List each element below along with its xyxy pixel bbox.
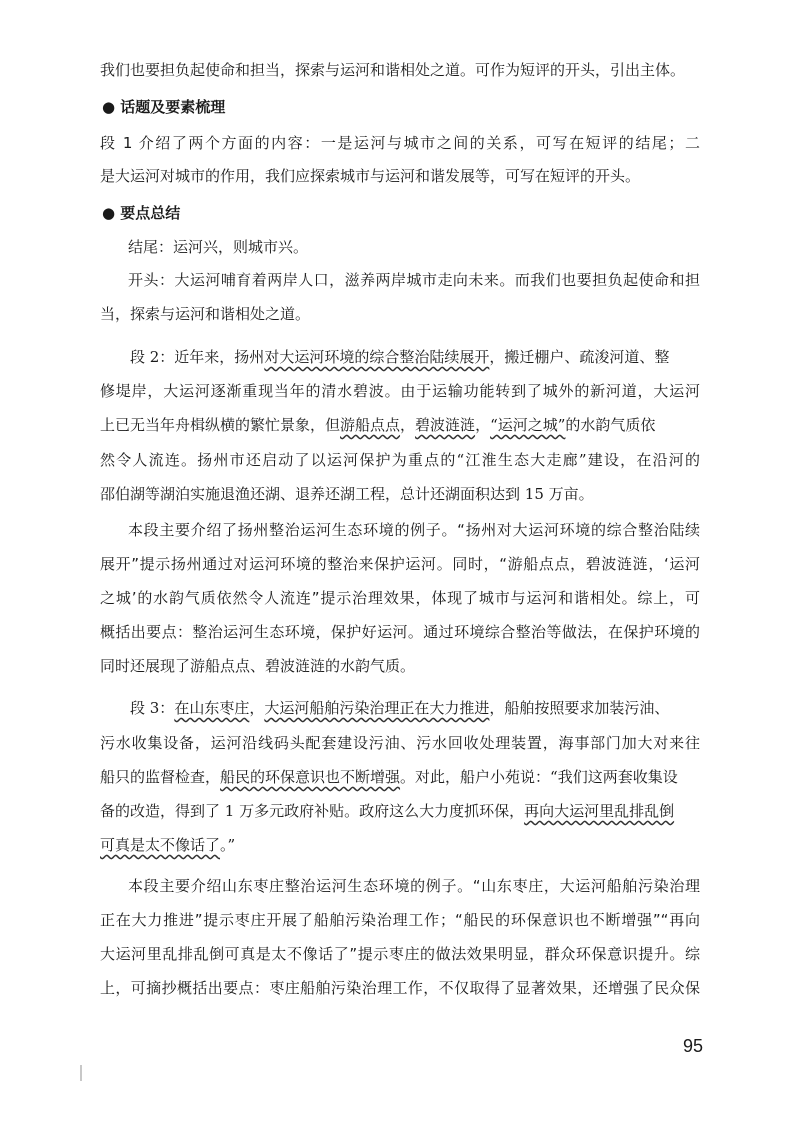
p2-text: 上已无当年舟楫纵横的繁忙景象，但	[100, 416, 341, 434]
intro-line: 我们也要担负起使命和担当，探索与运河和谐相处之道。可作为短评的开头，引出主体。	[100, 61, 686, 79]
a2-line2: 展开”提示扬州通过对运河环境的整治来保护运河。同时，“游船点点，碧波涟涟，‘运河	[100, 555, 700, 573]
p3-text: 。”	[220, 836, 236, 854]
p2-line5: 邵伯湖等湖泊实施退渔还湖、退养还湖工程，总计还湖面积达到 15 万亩。	[100, 485, 594, 503]
p3-text: ，	[249, 699, 265, 717]
a3-line4: 上，可摘抄概括出要点：枣庄船舶污染治理工作，不仅取得了显著效果，还增强了民众保	[100, 979, 700, 997]
p3-underlined-phrase: 大运河船舶污染治理正在大力推进	[264, 699, 490, 717]
a2-line1: 本段主要介绍了扬州整治运河生态环境的例子。“扬州对大运河环境的综合整治陆续	[128, 521, 700, 539]
p3-text: 段 3：	[130, 699, 175, 717]
scan-mark	[80, 1065, 82, 1081]
p3-underlined-phrase: 再向大运河里乱排乱倒	[524, 802, 675, 820]
p3-line2: 污水收集设备，运河沿线码头配套建设污油、污水回收处理装置，海事部门加大对来往	[100, 734, 700, 752]
p3-line1	[130, 697, 700, 719]
p3-underlined-phrase: 船民的环保意识也不断增强	[220, 768, 401, 786]
p2-line3	[100, 414, 700, 436]
p2-underlined-phrase: 对大运河环境的综合整治陆续展开	[264, 348, 490, 366]
page-number: 95	[682, 1036, 703, 1056]
p2-line4: 然令人流连。扬州市还启动了以运河保护为重点的“江淮生态大走廊”建设，在沿河的	[100, 451, 700, 469]
ending-line: 结尾：运河兴，则城市兴。	[128, 238, 309, 256]
p3-underlined-phrase: 可真是太不像话了	[100, 836, 221, 854]
p3-text: 备的改造，得到了 1 万多元政府补贴。政府这么大力度抓环保，	[100, 802, 525, 820]
p3-text: ，船舶按照要求加装污油、	[489, 699, 670, 717]
a2-line3: 之城’的水韵气质依然令人流连”提示治理效果，体现了城市与运河和谐相处。综上，可	[100, 589, 700, 607]
p2-line1	[130, 346, 700, 368]
p3-text: 船只的监督检查，	[100, 768, 221, 786]
segment1-line2: 是大运河对城市的作用，我们应探索城市与运河和谐发展等，可写在短评的开头。	[100, 167, 641, 185]
a2-line5: 同时还展现了游船点点、碧波涟涟的水韵气质。	[100, 657, 416, 675]
opening-line1: 开头：大运河哺育着两岸人口，滋养两岸城市走向未来。而我们也要担负起使命和担	[128, 271, 700, 289]
p2-text: ，	[400, 416, 416, 434]
a3-line3: 大运河里乱排乱倒可真是太不像话了”提示枣庄的做法效果明显，群众环保意识提升。综	[100, 945, 700, 963]
p2-line2: 修堤岸，大运河逐渐重现当年的清水碧波。由于运输功能转到了城外的新河道，大运河	[100, 382, 700, 400]
p2-underlined-phrase: 游船点点	[340, 416, 401, 434]
opening-line2: 当，探索与运河和谐相处之道。	[100, 305, 311, 323]
a3-line2: 正在大力推进”提示枣庄开展了船舶污染治理工作；“船民的环保意识也不断增强”“再向	[100, 911, 700, 929]
summary-heading: ● 要点总结	[102, 204, 181, 222]
p2-text: 的水韵气质依	[565, 416, 656, 434]
p3-text: 。对此，船户小苑说：“我们这两套收集设	[400, 768, 678, 786]
topic-heading: ● 话题及要素梳理	[102, 98, 226, 116]
p2-text: ，搬迁棚户、疏浚河道、整	[489, 348, 670, 366]
p3-underlined-phrase: 在山东枣庄	[174, 699, 250, 717]
a3-line1: 本段主要介绍山东枣庄整治运河生态环境的例子。“山东枣庄，大运河船舶污染治理	[128, 877, 700, 895]
p2-underlined-phrase: “运河之城”	[490, 416, 566, 434]
p3-line3	[100, 766, 700, 788]
p2-text: 段 2：近年来，扬州	[130, 348, 265, 366]
a2-line4: 概括出要点：整治运河生态环境，保护好运河。通过环境综合整治等做法，在保护环境的	[100, 623, 700, 641]
p2-text: ，	[475, 416, 491, 434]
p3-line5	[100, 834, 700, 856]
segment1-line1: 段 1 介绍了两个方面的内容：一是运河与城市之间的关系，可写在短评的结尾；二	[100, 134, 700, 152]
p2-underlined-phrase: 碧波涟涟	[415, 416, 476, 434]
p3-line4	[100, 800, 700, 822]
